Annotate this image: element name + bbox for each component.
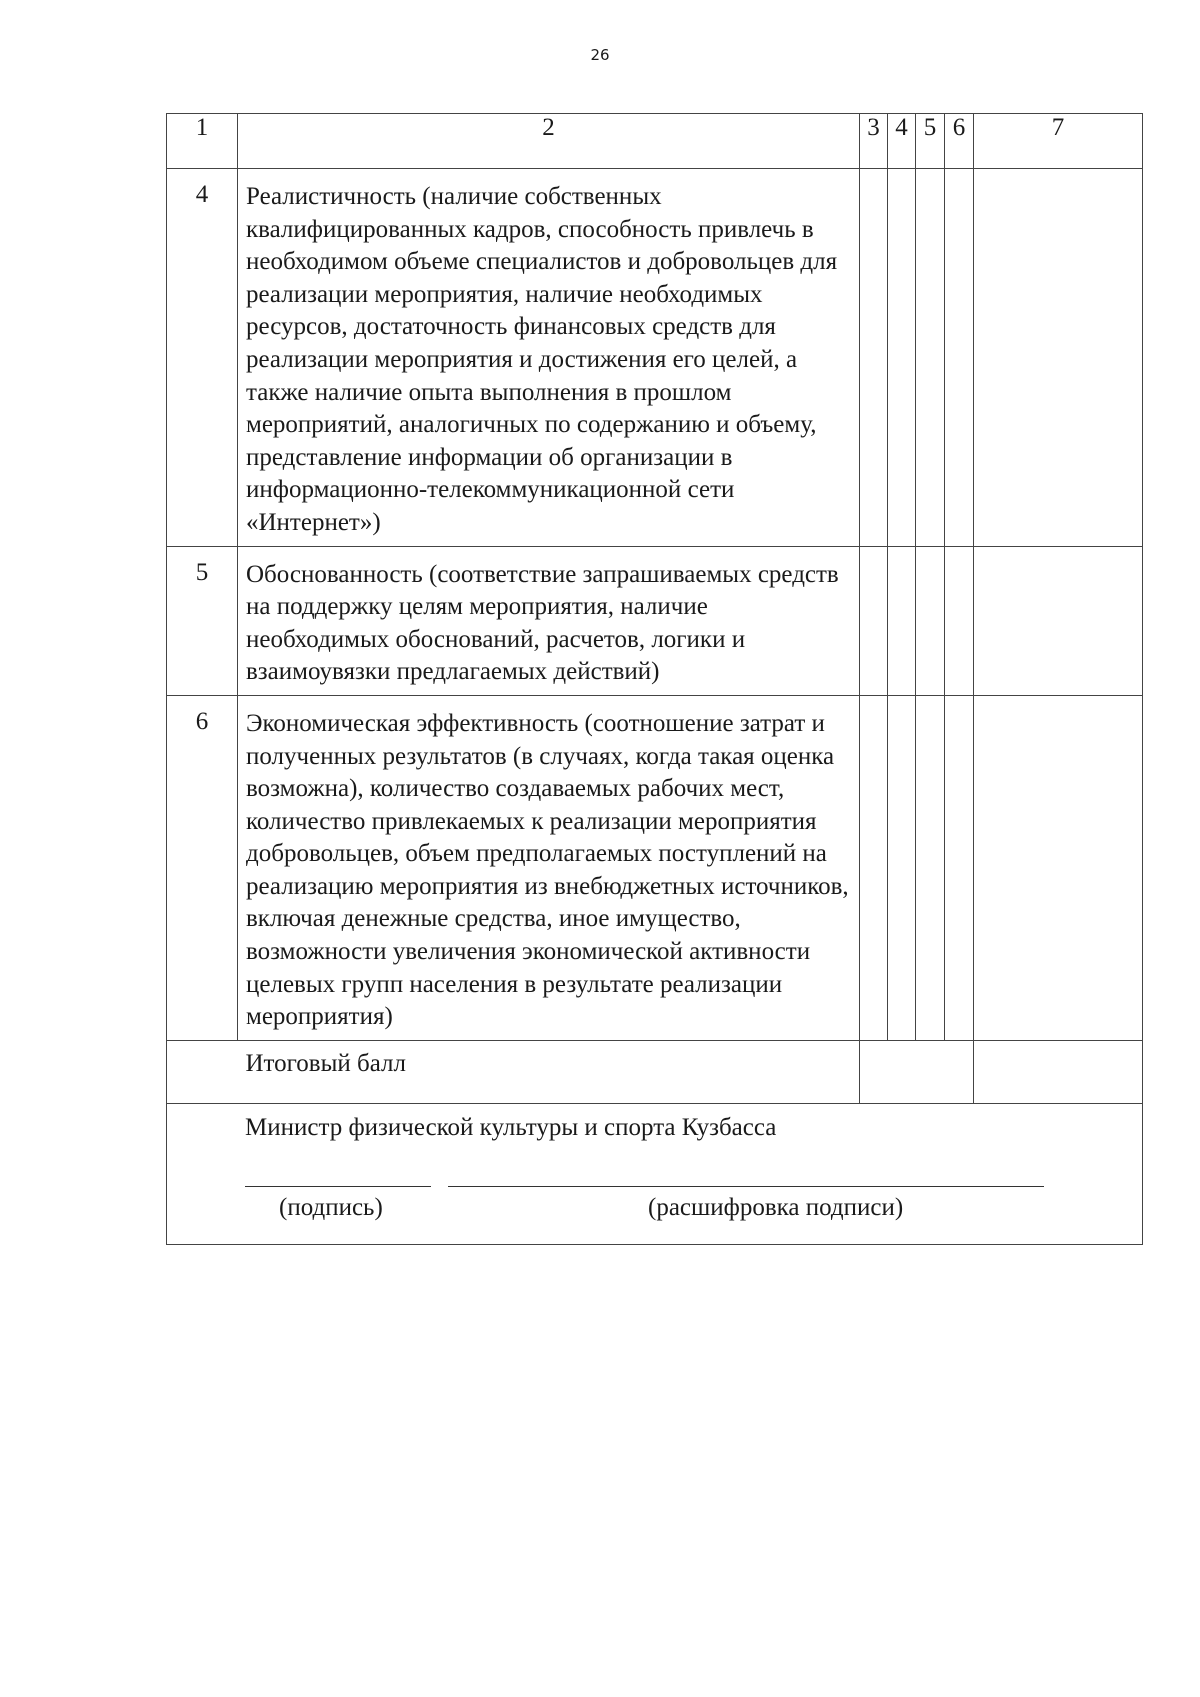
- row-number: 4: [167, 169, 238, 547]
- header-cell-3: 3: [860, 114, 888, 169]
- header-cell-4: 4: [888, 114, 916, 169]
- criterion-text: Обоснованность (соответствие запрашиваемых средств на поддержку целям мероприятия, наличие необходимых обоснований, расчетов, логики и взаимоувязки предлагаемых действий): [238, 546, 860, 695]
- total-empty-cell: [167, 1040, 238, 1103]
- note-cell[interactable]: [974, 169, 1143, 547]
- score-cell[interactable]: [888, 695, 916, 1040]
- total-row: [167, 1040, 1143, 1103]
- total-note-cell[interactable]: [974, 1040, 1143, 1103]
- criterion-text: Реалистичность (наличие собственных квалифицированных кадров, способность привлечь в необходимом объеме специалистов и добровольцев для реализации мероприятия, наличие необходимых ресурсов, достаточность финансовых средств для реализации мероприятия и достижения его целей, а также наличие опыта выполнения в прошлом мероприятий, аналогичных по содержанию и объему, представление информации об организации в информационно-телекоммуникационной сети «Интернет»): [238, 169, 860, 547]
- signature-block: [167, 1103, 1143, 1244]
- score-cell[interactable]: [888, 169, 916, 547]
- score-cell[interactable]: [860, 169, 888, 547]
- page-number: 26: [590, 46, 610, 64]
- score-cell[interactable]: [945, 546, 974, 695]
- score-cell[interactable]: [945, 695, 974, 1040]
- decoding-caption: (расшифровка подписи): [648, 1193, 904, 1221]
- total-score-cell[interactable]: [860, 1040, 974, 1103]
- header-cell-6: 6: [945, 114, 974, 169]
- header-cell-7: 7: [974, 114, 1143, 169]
- score-cell[interactable]: [916, 695, 945, 1040]
- table-row: [167, 546, 1143, 695]
- table-row: [167, 695, 1143, 1040]
- signature-caption: (подпись): [279, 1193, 383, 1221]
- note-cell[interactable]: [974, 546, 1143, 695]
- header-cell-2: 2: [238, 114, 860, 169]
- header-row: [167, 114, 1143, 169]
- total-label: Итоговый балл: [238, 1040, 860, 1103]
- evaluation-table: [166, 113, 1143, 1245]
- row-number: 6: [167, 695, 238, 1040]
- signature-line[interactable]: [245, 1186, 431, 1187]
- minister-title: Министр физической культуры и спорта Кузбасса: [245, 1113, 777, 1141]
- score-cell[interactable]: [916, 169, 945, 547]
- score-cell[interactable]: [945, 169, 974, 547]
- score-cell[interactable]: [860, 695, 888, 1040]
- note-cell[interactable]: [974, 695, 1143, 1040]
- score-cell[interactable]: [888, 546, 916, 695]
- score-cell[interactable]: [916, 546, 945, 695]
- header-cell-5: 5: [916, 114, 945, 169]
- header-cell-1: 1: [167, 114, 238, 169]
- criterion-text: Экономическая эффективность (соотношение затрат и полученных результатов (в случаях, когда такая оценка возможна), количество создаваемых рабочих мест, количество привлекаемых к реализации мероприятия добровольцев, объем предполагаемых поступлений на реализацию мероприятия из внебюджетных источников, включая денежные средства, иное имущество, возможности увеличения экономической активности целевых групп населения в результате реализации мероприятия): [238, 695, 860, 1040]
- score-cell[interactable]: [860, 546, 888, 695]
- table-row: [167, 169, 1143, 547]
- signature-row: [167, 1103, 1143, 1244]
- decoding-line[interactable]: [448, 1186, 1044, 1187]
- row-number: 5: [167, 546, 238, 695]
